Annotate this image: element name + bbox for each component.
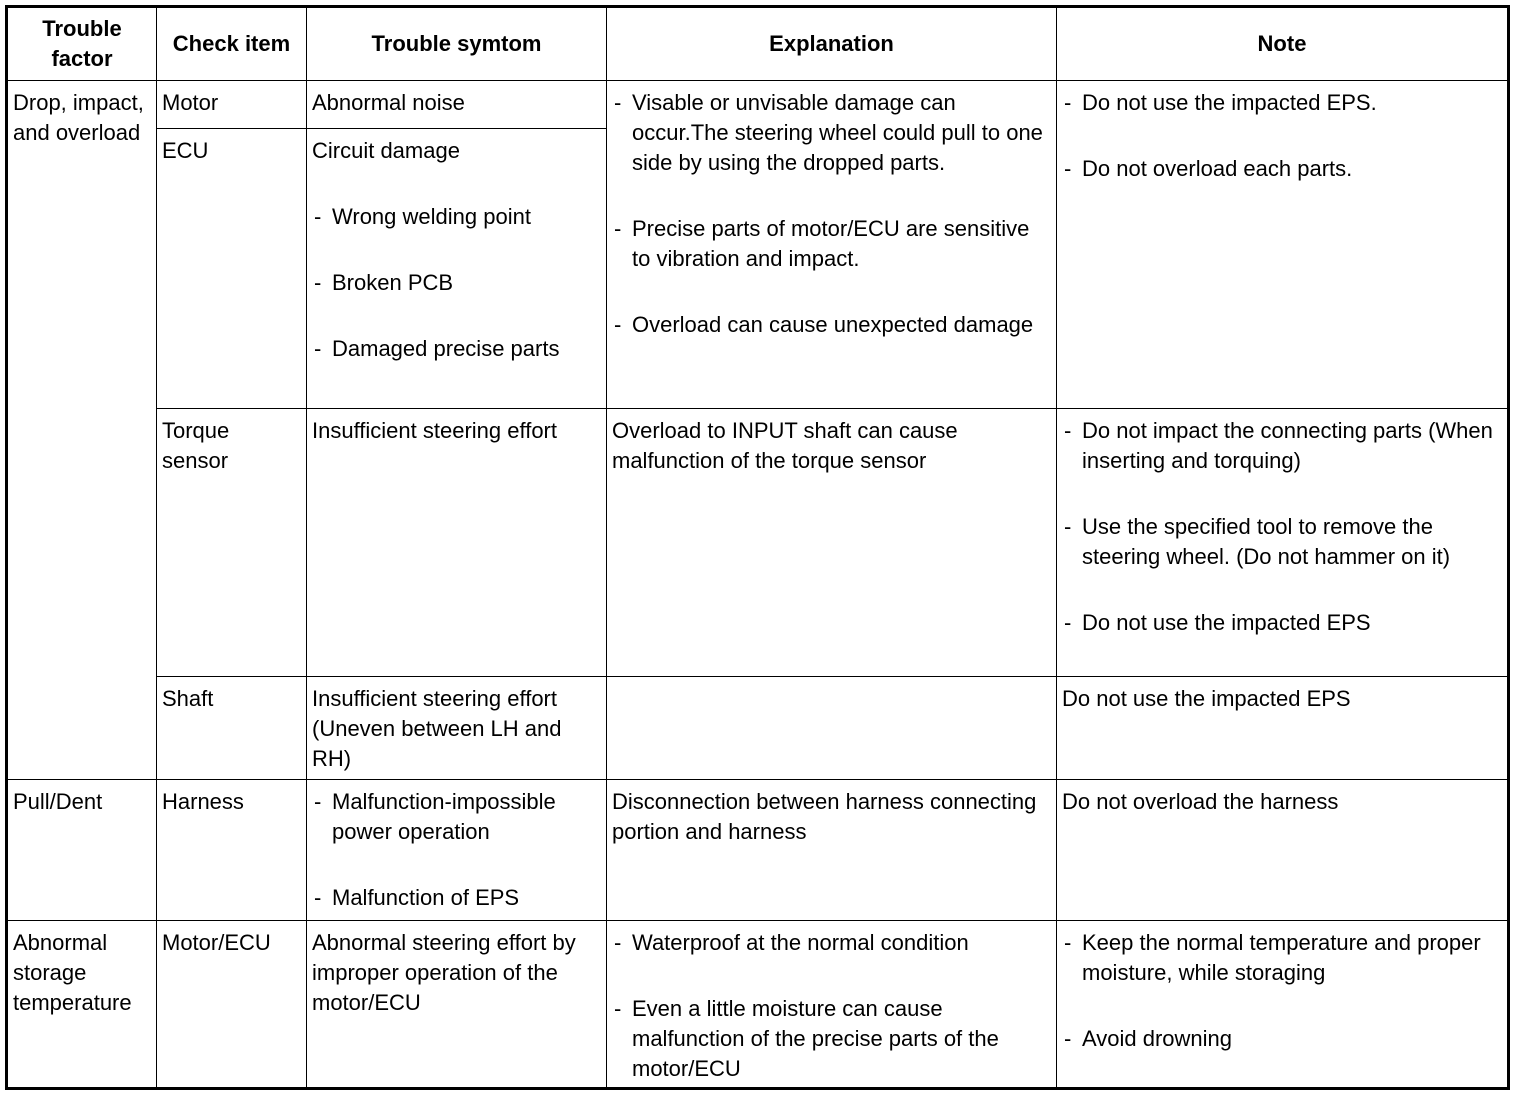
- explanation-line: - Waterproof at the normal condition: [612, 928, 1051, 958]
- symptom-line: - Malfunction of EPS: [312, 883, 601, 913]
- table-row: [7, 81, 1509, 129]
- trouble-factor-cell: Abnormal storage temperature: [7, 921, 157, 1089]
- table-row: [7, 677, 1509, 780]
- header-row: [7, 7, 1509, 81]
- symptom-line: - Broken PCB: [312, 268, 601, 298]
- explanation-cell: Overload to INPUT shaft can cause malfunction of the torque sensor: [607, 409, 1057, 677]
- note-line: - Use the specified tool to remove the steering wheel. (Do not hammer on it): [1062, 512, 1502, 572]
- trouble-factor-cell: Pull/Dent: [7, 780, 157, 921]
- header-check-item: Check item: [157, 7, 307, 81]
- table-row: [7, 921, 1509, 1089]
- table-row: [7, 780, 1509, 921]
- symptom-line: - Damaged precise parts: [312, 334, 601, 364]
- trouble-table: [5, 5, 1510, 1090]
- check-item-cell: Motor: [157, 81, 307, 129]
- check-item-cell: Motor/ECU: [157, 921, 307, 1089]
- explanation-cell: [607, 677, 1057, 780]
- symptom-cell: Insufficient steering effort: [307, 409, 607, 677]
- header-trouble-symptom: Trouble symtom: [307, 7, 607, 81]
- note-cell: Do not use the impacted EPS: [1057, 677, 1509, 780]
- note-cell: [1057, 81, 1509, 409]
- symptom-cell: Abnormal noise: [307, 81, 607, 129]
- note-line: - Keep the normal temperature and proper moisture, while storaging: [1062, 928, 1502, 988]
- note-cell: [1057, 921, 1509, 1089]
- symptom-cell: Insufficient steering effort (Uneven between LH and RH): [307, 677, 607, 780]
- explanation-cell: [607, 921, 1057, 1089]
- explanation-cell: Disconnection between harness connecting portion and harness: [607, 780, 1057, 921]
- explanation-line: - Overload can cause unexpected damage: [612, 310, 1051, 340]
- note-line: - Do not impact the connecting parts (When inserting and torquing): [1062, 416, 1502, 476]
- explanation-cell: [607, 81, 1057, 409]
- check-item-cell: ECU: [157, 129, 307, 409]
- note-cell: Do not overload the harness: [1057, 780, 1509, 921]
- symptom-title: Circuit damage: [312, 138, 460, 163]
- header-explanation: Explanation: [607, 7, 1057, 81]
- trouble-factor-cell: Drop, impact, and overload: [7, 81, 157, 780]
- table-row: [7, 409, 1509, 677]
- check-item-cell: Torque sensor: [157, 409, 307, 677]
- symptom-line: - Wrong welding point: [312, 202, 601, 232]
- header-trouble-factor: Trouble factor: [7, 7, 157, 81]
- symptom-cell: Abnormal steering effort by improper operation of the motor/ECU: [307, 921, 607, 1089]
- header-note: Note: [1057, 7, 1509, 81]
- note-line: - Avoid drowning: [1062, 1024, 1502, 1054]
- note-line: - Do not use the impacted EPS.: [1062, 88, 1502, 118]
- explanation-line: - Precise parts of motor/ECU are sensitive to vibration and impact.: [612, 214, 1051, 274]
- symptom-cell: [307, 129, 607, 409]
- symptom-line: - Malfunction-impossible power operation: [312, 787, 601, 847]
- check-item-cell: Harness: [157, 780, 307, 921]
- note-line: - Do not overload each parts.: [1062, 154, 1502, 184]
- explanation-line: - Visable or unvisable damage can occur.The steering wheel could pull to one side by using the dropped parts.: [612, 88, 1051, 178]
- check-item-cell: Shaft: [157, 677, 307, 780]
- note-line: - Do not use the impacted EPS: [1062, 608, 1502, 638]
- note-cell: [1057, 409, 1509, 677]
- explanation-line: - Even a little moisture can cause malfunction of the precise parts of the motor/ECU: [612, 994, 1051, 1084]
- symptom-cell: [307, 780, 607, 921]
